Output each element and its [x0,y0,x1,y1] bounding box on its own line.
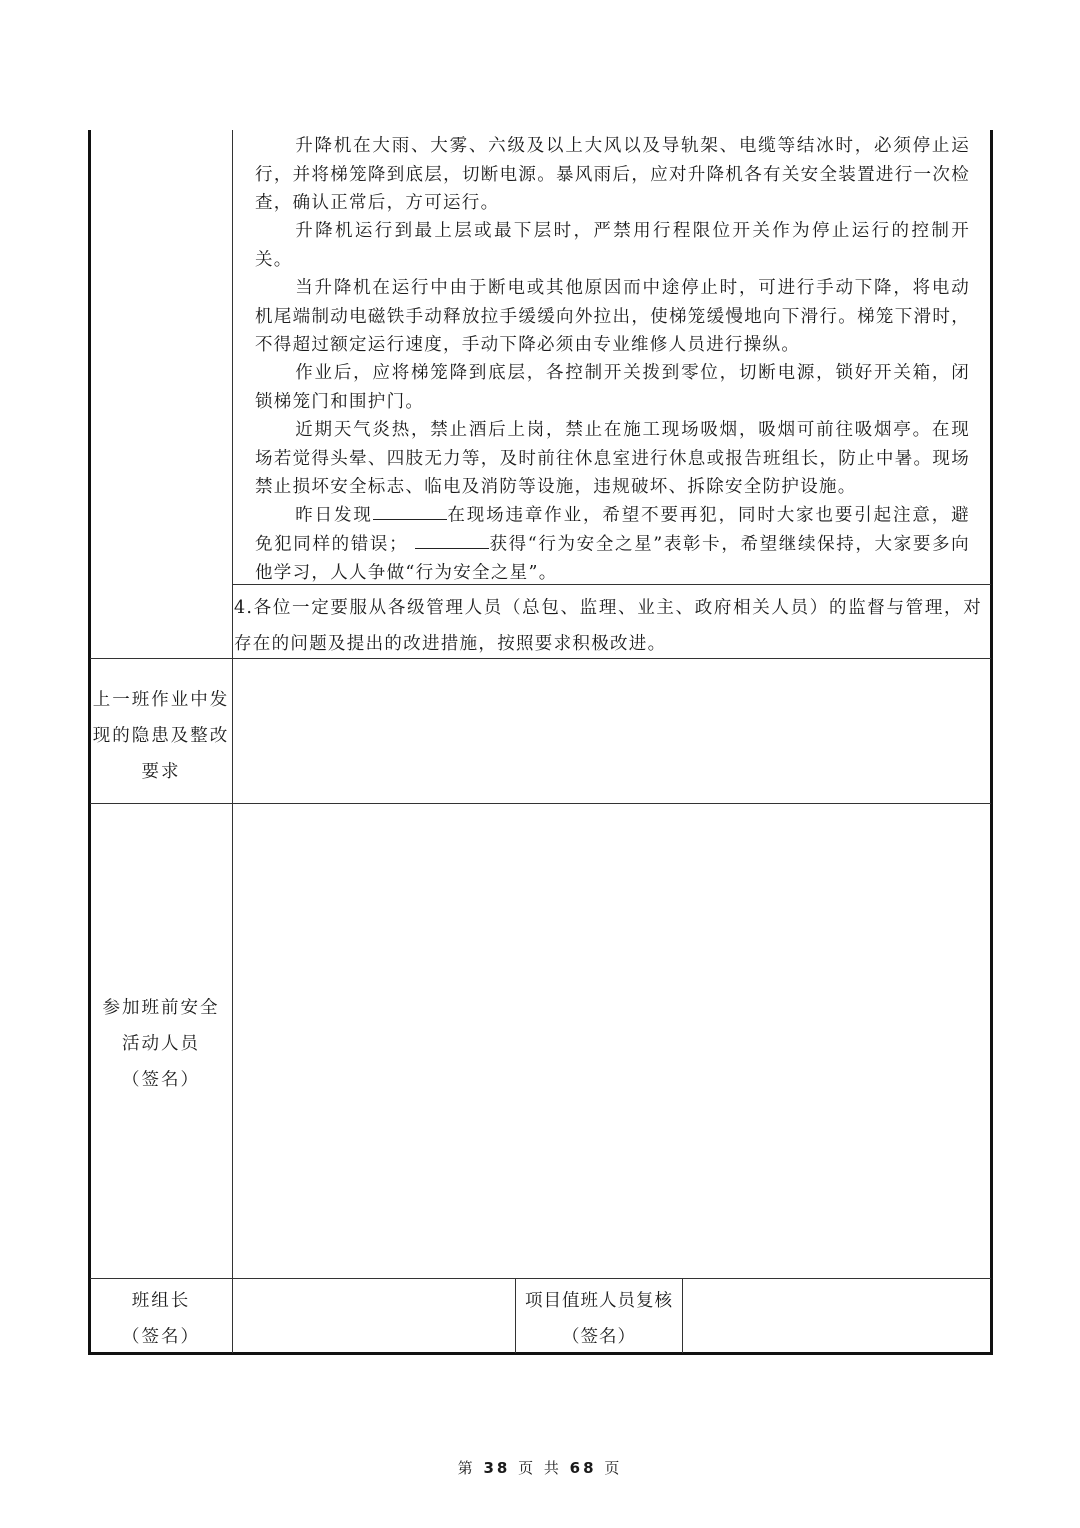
footer-prefix: 第 [457,1459,476,1477]
participants-signature-cell[interactable] [233,804,991,1278]
paragraph-limit-switch: 升降机运行到最上层或最下层时，严禁用行程限位开关作为停止运行的控制开关。 [255,221,970,270]
team-leader-signature-cell[interactable] [233,1279,515,1353]
reviewer-label [516,1283,682,1355]
page-footer [0,1457,1080,1478]
paragraph-violation-notice [255,501,970,587]
team-leader-label-line-2: （签名） [122,1327,200,1347]
notice-text-1: 昨日发现 [295,505,373,526]
safety-star-name-blank[interactable] [415,530,489,549]
footer-total-pages: 68 [569,1459,597,1477]
paragraph-heat-warning: 近期天气炎热，禁止酒后上岗，禁止在施工现场吸烟，吸烟可前往吸烟亭。在现场若觉得头晕、四肢无力等，及时前往休息室进行休息或报告班组长，防止中暑。现场禁止损坏安全标志、临电及消防等设施，违规破坏、拆除安全防护设施。 [255,420,970,497]
participants-label-line-2: 活动人员 [122,1034,200,1054]
notice-text-2: 在现场违章作业，希望不要再犯，同时大家也要引起注意，避免犯同样的错误； [255,505,970,555]
participants-label-line-1: 参加班前安全 [102,998,220,1018]
hazards-label-line-1: 上一班作业中发 [92,690,230,710]
hazards-label [90,682,232,790]
participants-label-line-3: （签名） [122,1070,200,1090]
paragraph-manual-descent: 当升降机在运行中由于断电或其他原因而中途停止时，可进行手动下降，将电动机尾端制动电磁铁手动释放拉手缓缓向外拉出，使梯笼缓慢地向下滑行。梯笼下滑时，不得超过额定运行速度，手动下降必须由专业维修人员进行操纵。 [255,278,970,355]
violator-name-blank[interactable] [373,501,447,520]
footer-page-number: 38 [483,1459,511,1477]
reviewer-label-line-2: （签名） [562,1327,636,1347]
hazards-input-cell[interactable] [233,659,991,803]
paragraph-after-work: 作业后，应将梯笼降到底层，各控制开关拨到零位，切断电源，锁好开关箱，闭锁梯笼门和围护门。 [255,363,970,412]
hazards-label-line-3: 要求 [141,762,181,782]
reviewer-label-line-1: 项目值班人员复核 [525,1291,673,1311]
footer-middle: 页 共 [518,1459,562,1477]
footer-suffix: 页 [604,1459,623,1477]
paragraph-weather-stop: 升降机在大雨、大雾、六级及以上大风以及导轨架、电缆等结冰时，必须停止运行，并将梯笼降到底层，切断电源。暴风雨后，应对升降机各有关安全装置进行一次检查，确认正常后，方可运行。 [255,136,970,213]
participants-label [90,990,232,1098]
team-leader-label [90,1283,232,1355]
notice-text-3: 获得“行为安全之星”表彰卡，希望继续保持，大家要多向他学习，人人争做“行为安全之星”。 [255,534,970,583]
item-4-supervision: 4.各位一定要服从各级管理人员（总包、监理、业主、政府相关人员）的监督与管理，对存在的问题及提出的改进措施，按照要求积极改进。 [234,598,982,654]
reviewer-signature-cell[interactable] [683,1279,991,1353]
team-leader-label-line-1: 班组长 [131,1291,191,1311]
hazards-label-line-2: 现的隐患及整改 [92,726,230,746]
